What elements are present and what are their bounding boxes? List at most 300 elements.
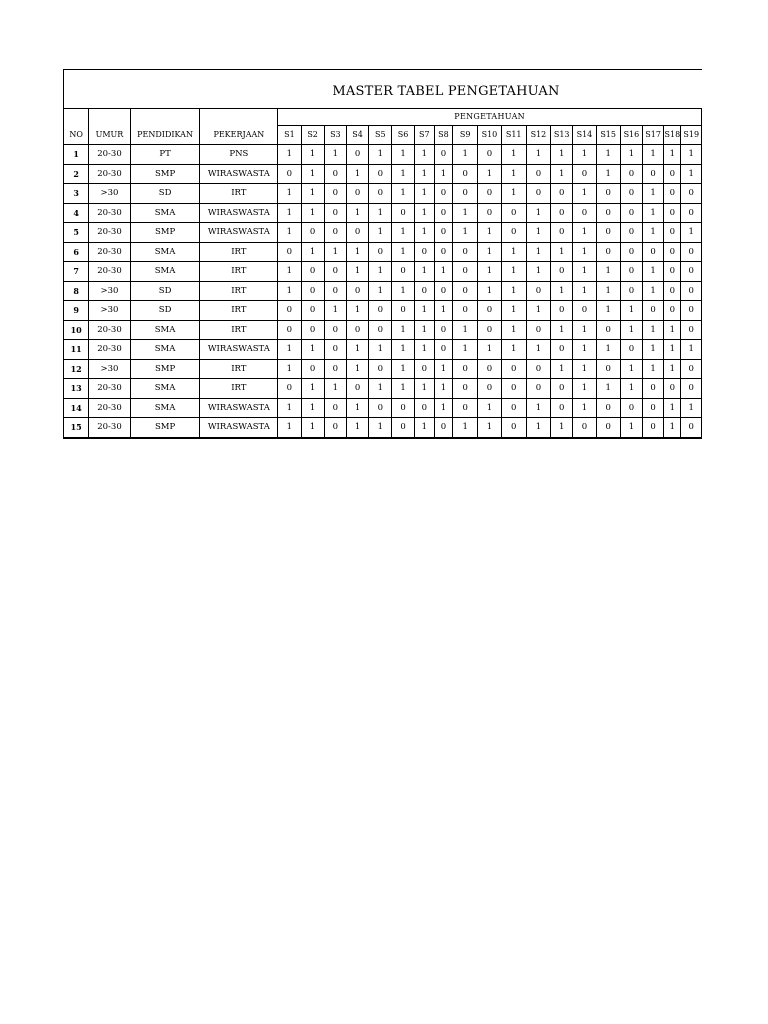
score-cell-s7: 0 — [414, 359, 434, 379]
score-cell-s9: 1 — [453, 418, 478, 438]
score-cell-s11: 1 — [501, 262, 526, 282]
no-cell: 2 — [64, 164, 89, 184]
score-cell-s5: 0 — [369, 242, 392, 262]
score-cell-s11: 1 — [501, 320, 526, 340]
score-cell-s18: 1 — [664, 320, 681, 340]
no-cell: 6 — [64, 242, 89, 262]
score-cell-s19: 1 — [681, 223, 702, 243]
score-cell-s13: 1 — [551, 359, 573, 379]
pekerjaan-cell: IRT — [200, 242, 278, 262]
column-header-umur: UMUR — [89, 126, 130, 145]
score-cell-s13: 0 — [551, 301, 573, 321]
score-cell-s10: 1 — [478, 223, 501, 243]
score-cell-s14: 1 — [573, 223, 596, 243]
score-cell-s3: 0 — [324, 184, 346, 204]
score-cell-s5: 0 — [369, 359, 392, 379]
score-cell-s14: 1 — [573, 359, 596, 379]
pendidikan-cell: SMP — [130, 223, 200, 243]
score-cell-s13: 0 — [551, 184, 573, 204]
score-cell-s4: 1 — [346, 164, 368, 184]
score-cell-s1: 1 — [278, 184, 301, 204]
table-row — [64, 223, 702, 243]
table-row — [64, 281, 702, 301]
score-cell-s11: 0 — [501, 359, 526, 379]
score-cell-s9: 1 — [453, 145, 478, 165]
score-cell-s7: 0 — [414, 281, 434, 301]
score-cell-s2: 1 — [301, 184, 324, 204]
score-cell-s18: 1 — [664, 145, 681, 165]
score-cell-s18: 0 — [664, 184, 681, 204]
score-cell-s6: 1 — [392, 164, 414, 184]
score-cell-s7: 1 — [414, 184, 434, 204]
score-cell-s3: 1 — [324, 301, 346, 321]
score-cell-s15: 0 — [596, 398, 620, 418]
score-cell-s14: 0 — [573, 418, 596, 438]
score-cell-s12: 1 — [526, 242, 550, 262]
pekerjaan-cell: IRT — [200, 320, 278, 340]
score-cell-s10: 1 — [478, 418, 501, 438]
pekerjaan-cell: IRT — [200, 281, 278, 301]
score-cell-s10: 0 — [478, 145, 501, 165]
score-cell-s5: 1 — [369, 418, 392, 438]
master-table — [63, 108, 702, 438]
no-header-spacer — [64, 109, 89, 126]
no-cell: 5 — [64, 223, 89, 243]
pekerjaan-cell: WIRASWASTA — [200, 203, 278, 223]
score-cell-s8: 1 — [434, 379, 452, 399]
column-header-s13: S13 — [551, 126, 573, 145]
score-cell-s6: 1 — [392, 340, 414, 360]
score-cell-s12: 1 — [526, 340, 550, 360]
no-cell: 10 — [64, 320, 89, 340]
no-cell: 9 — [64, 301, 89, 321]
score-cell-s1: 1 — [278, 262, 301, 282]
score-cell-s11: 0 — [501, 418, 526, 438]
score-cell-s17: 1 — [643, 223, 664, 243]
score-cell-s15: 1 — [596, 340, 620, 360]
score-cell-s8: 1 — [434, 398, 452, 418]
score-cell-s1: 1 — [278, 340, 301, 360]
pendidikan-cell: SD — [130, 281, 200, 301]
score-cell-s1: 0 — [278, 320, 301, 340]
no-cell: 8 — [64, 281, 89, 301]
score-cell-s1: 0 — [278, 242, 301, 262]
score-cell-s4: 1 — [346, 301, 368, 321]
column-header-s5: S5 — [369, 126, 392, 145]
score-cell-s15: 1 — [596, 262, 620, 282]
score-cell-s11: 0 — [501, 203, 526, 223]
score-cell-s15: 1 — [596, 145, 620, 165]
score-cell-s19: 1 — [681, 340, 702, 360]
score-cell-s7: 1 — [414, 223, 434, 243]
table-row — [64, 398, 702, 418]
score-cell-s18: 0 — [664, 203, 681, 223]
score-cell-s16: 0 — [620, 164, 642, 184]
column-header-s10: S10 — [478, 126, 501, 145]
score-cell-s6: 1 — [392, 379, 414, 399]
pendidikan-cell: SMA — [130, 203, 200, 223]
score-cell-s14: 1 — [573, 145, 596, 165]
score-cell-s2: 1 — [301, 242, 324, 262]
score-cell-s6: 1 — [392, 320, 414, 340]
score-cell-s18: 1 — [664, 418, 681, 438]
score-cell-s7: 1 — [414, 145, 434, 165]
no-cell: 13 — [64, 379, 89, 399]
score-cell-s17: 0 — [643, 301, 664, 321]
score-cell-s5: 0 — [369, 301, 392, 321]
umur-cell: >30 — [89, 184, 130, 204]
umur-cell: >30 — [89, 359, 130, 379]
column-header-s3: S3 — [324, 126, 346, 145]
score-cell-s17: 1 — [643, 320, 664, 340]
column-header-s11: S11 — [501, 126, 526, 145]
score-cell-s13: 0 — [551, 223, 573, 243]
pekerjaan-cell: IRT — [200, 262, 278, 282]
score-cell-s18: 0 — [664, 301, 681, 321]
column-header-s17: S17 — [643, 126, 664, 145]
score-cell-s15: 1 — [596, 281, 620, 301]
pekerjaan-cell: PNS — [200, 145, 278, 165]
score-cell-s15: 0 — [596, 223, 620, 243]
score-cell-s11: 1 — [501, 145, 526, 165]
score-cell-s16: 1 — [620, 301, 642, 321]
column-header-s15: S15 — [596, 126, 620, 145]
score-cell-s19: 0 — [681, 281, 702, 301]
score-cell-s5: 1 — [369, 379, 392, 399]
column-header-s16: S16 — [620, 126, 642, 145]
score-cell-s10: 0 — [478, 320, 501, 340]
score-cell-s2: 1 — [301, 203, 324, 223]
score-cell-s9: 0 — [453, 379, 478, 399]
score-cell-s4: 0 — [346, 223, 368, 243]
no-cell: 15 — [64, 418, 89, 438]
score-cell-s18: 1 — [664, 340, 681, 360]
score-cell-s4: 0 — [346, 184, 368, 204]
score-cell-s17: 0 — [643, 398, 664, 418]
score-cell-s17: 0 — [643, 242, 664, 262]
score-cell-s10: 1 — [478, 242, 501, 262]
score-cell-s18: 1 — [664, 398, 681, 418]
score-cell-s10: 1 — [478, 340, 501, 360]
score-cell-s13: 1 — [551, 418, 573, 438]
score-cell-s16: 0 — [620, 262, 642, 282]
pekerjaan-cell: IRT — [200, 379, 278, 399]
column-header-s14: S14 — [573, 126, 596, 145]
score-cell-s4: 0 — [346, 320, 368, 340]
score-cell-s17: 0 — [643, 164, 664, 184]
table-row — [64, 301, 702, 321]
score-cell-s18: 0 — [664, 223, 681, 243]
column-header-s9: S9 — [453, 126, 478, 145]
score-cell-s1: 0 — [278, 379, 301, 399]
score-cell-s8: 0 — [434, 281, 452, 301]
score-cell-s10: 0 — [478, 203, 501, 223]
score-cell-s12: 1 — [526, 398, 550, 418]
score-cell-s17: 1 — [643, 281, 664, 301]
umur-cell: 20-30 — [89, 379, 130, 399]
score-cell-s18: 0 — [664, 281, 681, 301]
score-cell-s8: 0 — [434, 223, 452, 243]
score-cell-s17: 1 — [643, 145, 664, 165]
score-cell-s16: 0 — [620, 203, 642, 223]
score-cell-s19: 0 — [681, 242, 702, 262]
score-cell-s6: 1 — [392, 184, 414, 204]
pekerjaan-cell: IRT — [200, 301, 278, 321]
score-cell-s4: 1 — [346, 242, 368, 262]
score-cell-s19: 0 — [681, 418, 702, 438]
table-row — [64, 203, 702, 223]
score-cell-s14: 1 — [573, 398, 596, 418]
score-cell-s9: 0 — [453, 184, 478, 204]
score-cell-s3: 0 — [324, 281, 346, 301]
column-header-s18: S18 — [664, 126, 681, 145]
score-cell-s13: 1 — [551, 242, 573, 262]
score-cell-s7: 1 — [414, 320, 434, 340]
score-cell-s16: 1 — [620, 320, 642, 340]
score-cell-s13: 0 — [551, 398, 573, 418]
score-cell-s15: 1 — [596, 379, 620, 399]
score-cell-s9: 1 — [453, 223, 478, 243]
score-cell-s12: 0 — [526, 281, 550, 301]
score-cell-s7: 0 — [414, 398, 434, 418]
umur-cell: 20-30 — [89, 145, 130, 165]
pendidikan-cell: SMA — [130, 379, 200, 399]
pekerjaan-cell: WIRASWASTA — [200, 340, 278, 360]
score-cell-s17: 1 — [643, 203, 664, 223]
score-cell-s1: 1 — [278, 359, 301, 379]
table-row — [64, 379, 702, 399]
umur-cell: 20-30 — [89, 262, 130, 282]
score-cell-s3: 1 — [324, 379, 346, 399]
umur-cell: >30 — [89, 281, 130, 301]
score-cell-s1: 0 — [278, 164, 301, 184]
score-cell-s7: 1 — [414, 379, 434, 399]
score-cell-s2: 0 — [301, 223, 324, 243]
score-cell-s15: 0 — [596, 242, 620, 262]
score-cell-s2: 0 — [301, 320, 324, 340]
score-cell-s3: 1 — [324, 242, 346, 262]
spreadsheet-page — [63, 69, 702, 441]
score-cell-s18: 0 — [664, 262, 681, 282]
umur-cell: >30 — [89, 301, 130, 321]
score-cell-s7: 1 — [414, 418, 434, 438]
score-cell-s3: 0 — [324, 203, 346, 223]
no-cell: 14 — [64, 398, 89, 418]
score-cell-s3: 0 — [324, 262, 346, 282]
score-cell-s4: 0 — [346, 281, 368, 301]
pekerjaan-cell: WIRASWASTA — [200, 223, 278, 243]
score-cell-s19: 0 — [681, 184, 702, 204]
score-cell-s3: 0 — [324, 164, 346, 184]
score-cell-s11: 0 — [501, 379, 526, 399]
score-cell-s7: 0 — [414, 242, 434, 262]
score-cell-s6: 1 — [392, 281, 414, 301]
score-cell-s11: 1 — [501, 340, 526, 360]
score-cell-s6: 0 — [392, 203, 414, 223]
score-cell-s5: 1 — [369, 203, 392, 223]
score-cell-s9: 1 — [453, 340, 478, 360]
score-cell-s8: 0 — [434, 184, 452, 204]
column-header-s19: S19 — [681, 126, 702, 145]
score-cell-s15: 0 — [596, 418, 620, 438]
score-cell-s13: 1 — [551, 164, 573, 184]
score-cell-s16: 1 — [620, 418, 642, 438]
score-cell-s7: 1 — [414, 262, 434, 282]
score-cell-s17: 1 — [643, 184, 664, 204]
score-cell-s14: 1 — [573, 262, 596, 282]
column-header-s12: S12 — [526, 126, 550, 145]
umur-cell: 20-30 — [89, 340, 130, 360]
pekerjaan-cell: IRT — [200, 184, 278, 204]
score-cell-s12: 0 — [526, 379, 550, 399]
score-cell-s15: 0 — [596, 203, 620, 223]
table-row — [64, 184, 702, 204]
score-cell-s9: 1 — [453, 320, 478, 340]
score-cell-s4: 0 — [346, 145, 368, 165]
score-cell-s19: 0 — [681, 379, 702, 399]
score-cell-s15: 0 — [596, 359, 620, 379]
score-cell-s14: 1 — [573, 184, 596, 204]
score-cell-s8: 1 — [434, 262, 452, 282]
score-cell-s4: 0 — [346, 379, 368, 399]
pendidikan-cell: PT — [130, 145, 200, 165]
score-cell-s2: 0 — [301, 262, 324, 282]
score-cell-s2: 0 — [301, 281, 324, 301]
score-cell-s17: 1 — [643, 340, 664, 360]
score-cell-s2: 1 — [301, 164, 324, 184]
score-cell-s18: 0 — [664, 164, 681, 184]
score-cell-s11: 1 — [501, 242, 526, 262]
score-cell-s12: 1 — [526, 262, 550, 282]
score-cell-s16: 0 — [620, 281, 642, 301]
score-cell-s19: 0 — [681, 301, 702, 321]
no-cell: 11 — [64, 340, 89, 360]
score-cell-s10: 0 — [478, 301, 501, 321]
score-cell-s4: 1 — [346, 203, 368, 223]
pendidikan-cell: SMP — [130, 418, 200, 438]
column-header-s4: S4 — [346, 126, 368, 145]
score-cell-s4: 1 — [346, 340, 368, 360]
score-cell-s6: 1 — [392, 145, 414, 165]
column-header-no: NO — [64, 126, 89, 145]
score-cell-s8: 0 — [434, 340, 452, 360]
umur-cell: 20-30 — [89, 320, 130, 340]
score-cell-s7: 1 — [414, 340, 434, 360]
score-cell-s8: 0 — [434, 145, 452, 165]
column-header-pendidikan: PENDIDIKAN — [130, 126, 200, 145]
score-cell-s16: 1 — [620, 145, 642, 165]
score-cell-s15: 0 — [596, 184, 620, 204]
table-title: MASTER TABEL PENGETAHUAN — [332, 84, 560, 99]
score-cell-s12: 1 — [526, 223, 550, 243]
score-cell-s3: 0 — [324, 418, 346, 438]
score-cell-s13: 0 — [551, 379, 573, 399]
score-cell-s12: 1 — [526, 203, 550, 223]
score-cell-s4: 1 — [346, 262, 368, 282]
score-cell-s5: 0 — [369, 184, 392, 204]
score-cell-s2: 1 — [301, 418, 324, 438]
score-cell-s9: 0 — [453, 281, 478, 301]
score-cell-s11: 1 — [501, 301, 526, 321]
score-cell-s16: 1 — [620, 359, 642, 379]
table-row — [64, 262, 702, 282]
pendidikan-cell: SD — [130, 301, 200, 321]
pendidikan-cell: SMA — [130, 242, 200, 262]
score-cell-s19: 1 — [681, 398, 702, 418]
score-cell-s13: 0 — [551, 262, 573, 282]
score-cell-s19: 0 — [681, 203, 702, 223]
score-cell-s9: 0 — [453, 262, 478, 282]
umur-cell: 20-30 — [89, 164, 130, 184]
score-cell-s17: 1 — [643, 359, 664, 379]
column-header-pekerjaan: PEKERJAAN — [200, 126, 278, 145]
score-cell-s14: 0 — [573, 164, 596, 184]
score-cell-s2: 0 — [301, 301, 324, 321]
score-cell-s18: 0 — [664, 379, 681, 399]
column-header-s7: S7 — [414, 126, 434, 145]
table-row — [64, 418, 702, 438]
no-cell: 1 — [64, 145, 89, 165]
score-cell-s14: 1 — [573, 281, 596, 301]
pengetahuan-group-header: PENGETAHUAN — [278, 109, 702, 126]
score-cell-s1: 1 — [278, 145, 301, 165]
score-cell-s8: 0 — [434, 203, 452, 223]
pendidikan-cell: SMA — [130, 320, 200, 340]
score-cell-s3: 0 — [324, 320, 346, 340]
score-cell-s3: 0 — [324, 359, 346, 379]
score-cell-s8: 1 — [434, 359, 452, 379]
table-row — [64, 242, 702, 262]
score-cell-s3: 0 — [324, 223, 346, 243]
score-cell-s18: 0 — [664, 242, 681, 262]
score-cell-s12: 0 — [526, 359, 550, 379]
table-row — [64, 164, 702, 184]
table-row — [64, 145, 702, 165]
umur-cell: 20-30 — [89, 223, 130, 243]
score-cell-s5: 1 — [369, 145, 392, 165]
score-cell-s5: 1 — [369, 223, 392, 243]
score-cell-s10: 1 — [478, 164, 501, 184]
score-cell-s3: 1 — [324, 145, 346, 165]
score-cell-s6: 1 — [392, 223, 414, 243]
pendidikan-cell: SD — [130, 184, 200, 204]
score-cell-s2: 1 — [301, 398, 324, 418]
score-cell-s14: 1 — [573, 340, 596, 360]
score-cell-s8: 1 — [434, 301, 452, 321]
pekerjaan-cell: IRT — [200, 359, 278, 379]
umur-cell: 20-30 — [89, 418, 130, 438]
score-cell-s11: 1 — [501, 164, 526, 184]
column-header-s8: S8 — [434, 126, 452, 145]
score-cell-s5: 0 — [369, 164, 392, 184]
score-cell-s18: 1 — [664, 359, 681, 379]
pendidikan-cell: SMA — [130, 340, 200, 360]
score-cell-s12: 0 — [526, 184, 550, 204]
score-cell-s2: 1 — [301, 340, 324, 360]
score-cell-s14: 1 — [573, 379, 596, 399]
score-cell-s6: 0 — [392, 262, 414, 282]
score-cell-s16: 0 — [620, 340, 642, 360]
score-cell-s19: 1 — [681, 145, 702, 165]
score-cell-s8: 0 — [434, 418, 452, 438]
score-cell-s10: 1 — [478, 262, 501, 282]
score-cell-s16: 0 — [620, 242, 642, 262]
title-band — [63, 69, 702, 109]
score-cell-s16: 0 — [620, 184, 642, 204]
score-cell-s10: 0 — [478, 379, 501, 399]
score-cell-s7: 1 — [414, 164, 434, 184]
table-row — [64, 340, 702, 360]
